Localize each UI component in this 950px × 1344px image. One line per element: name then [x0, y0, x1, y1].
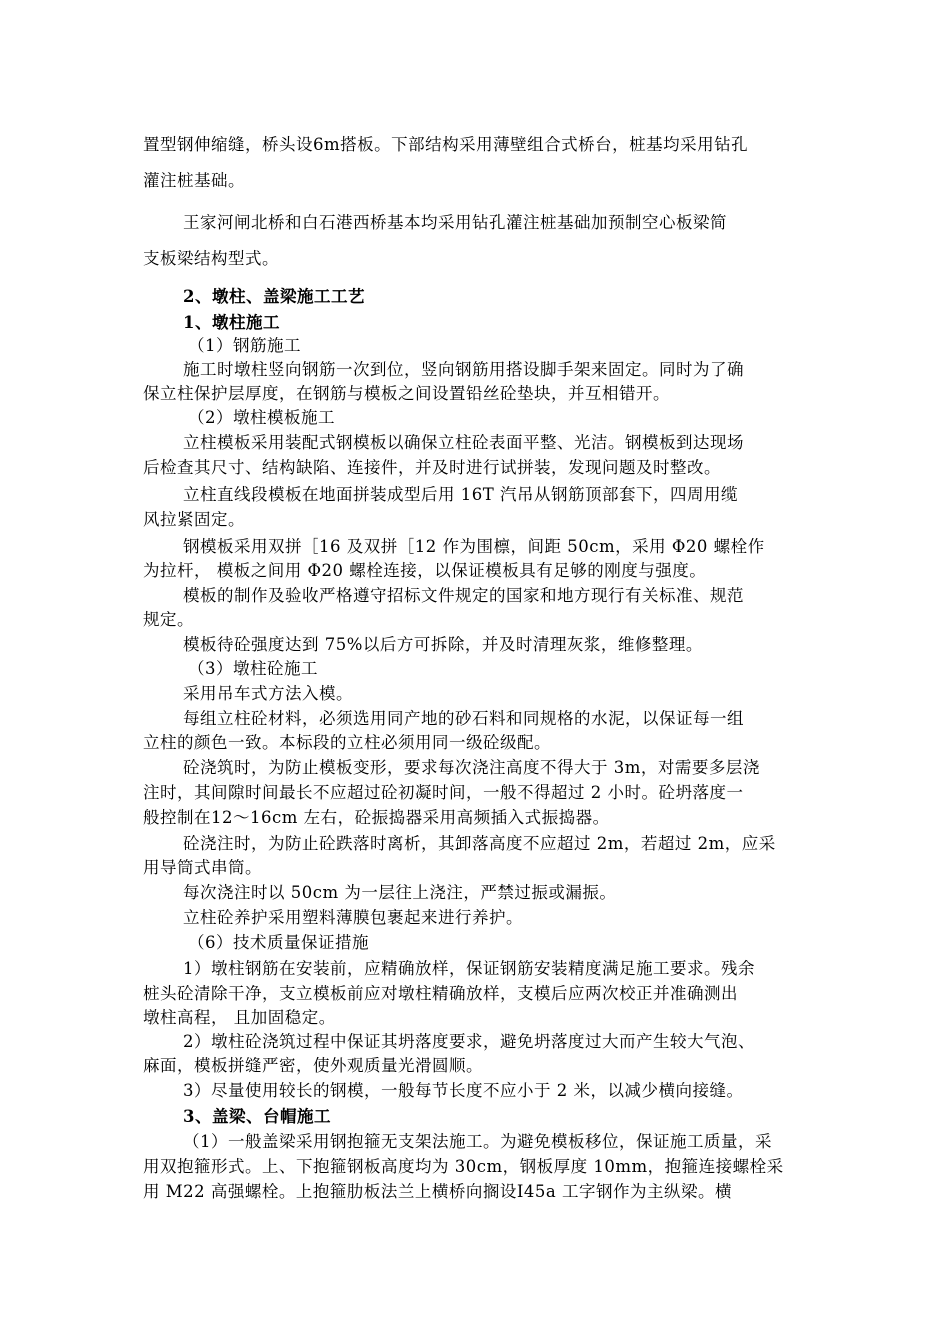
body-text-line: 注时，其间隙时间最长不应超过砼初凝时间，一般不得超过 2 小时。砼坍落度一	[143, 783, 744, 802]
body-text-line: 模板待砼强度达到 75%以后方可拆除，并及时清理灰浆，维修整理。	[183, 635, 703, 654]
body-text-line: 立柱模板采用装配式钢模板以确保立柱砼表面平整、光洁。钢模板到达现场	[183, 433, 744, 452]
body-text-line: 后检查其尺寸、结构缺陷、连接件，并及时进行试拼装，发现问题及时整改。	[143, 458, 721, 477]
item-heading: （6）技术质量保证措施	[188, 933, 369, 952]
body-text-line: 每组立柱砼材料，必须选用同产地的砂石料和同规格的水泥，以保证每一组	[183, 709, 744, 728]
body-text-line: 王家河闸北桥和白石港西桥基本均采用钻孔灌注桩基础加预制空心板梁简	[183, 213, 727, 232]
body-text-line: 般控制在12～16cm 左右，砼振捣器采用高频插入式振捣器。	[143, 808, 610, 827]
body-text-line: 麻面，模板拼缝严密，使外观质量光滑圆顺。	[143, 1056, 483, 1075]
body-text-line: 2）墩柱砼浇筑过程中保证其坍落度要求，避免坍落度过大而产生较大气泡、	[183, 1032, 755, 1051]
body-text-line: 保立柱保护层厚度，在钢筋与模板之间设置铅丝砼垫块，并互相错开。	[143, 384, 670, 403]
body-text-line: 规定。	[143, 610, 194, 629]
body-text-line: 模板的制作及验收严格遵守招标文件规定的国家和地方现行有关标准、规范	[183, 586, 744, 605]
item-heading: （1）钢筋施工	[188, 336, 301, 355]
section-heading: 2、墩柱、盖梁施工工艺	[183, 287, 365, 306]
body-text-line: 砼浇注时，为防止砼跌落时离析，其卸落高度不应超过 2m，若超过 2m，应采	[183, 834, 776, 853]
body-text-line: 用导筒式串筒。	[143, 858, 262, 877]
body-text-line: （1）一般盖梁采用钢抱箍无支架法施工。为避免模板移位，保证施工质量，采	[183, 1132, 772, 1151]
body-text-line: 立柱的颜色一致。本标段的立柱必须用同一级砼级配。	[143, 733, 551, 752]
body-text-line: 风拉紧固定。	[143, 510, 245, 529]
body-text-line: 支板梁结构型式。	[143, 249, 279, 268]
body-text-line: 墩柱高程， 且加固稳定。	[143, 1008, 336, 1027]
item-heading: （2）墩柱模板施工	[188, 408, 335, 427]
body-text-line: 立柱直线段模板在地面拼装成型后用 16T 汽吊从钢筋顶部套下，四周用缆	[183, 485, 738, 504]
body-text-line: 采用吊车式方法入模。	[183, 684, 353, 703]
body-text-line: 立柱砼养护采用塑料薄膜包裹起来进行养护。	[183, 908, 523, 927]
body-text-line: 施工时墩柱竖向钢筋一次到位，竖向钢筋用搭设脚手架来固定。同时为了确	[183, 360, 744, 379]
body-text-line: 灌注桩基础。	[143, 171, 245, 190]
body-text-line: 1）墩柱钢筋在安装前，应精确放样，保证钢筋安装精度满足施工要求。残余	[183, 959, 755, 978]
body-text-line: 桩头砼清除干净，支立模板前应对墩柱精确放样，支模后应两次校正并准确测出	[143, 984, 738, 1003]
subsection-heading: 1、墩柱施工	[183, 313, 280, 332]
body-text-line: 每次浇注时以 50cm 为一层往上浇注，严禁过振或漏振。	[183, 883, 617, 902]
body-text-line: 用 M22 高强螺栓。上抱箍肋板法兰上横桥向搁设Ⅰ45a 工字钢作为主纵梁。横	[143, 1182, 732, 1201]
body-text-line: 置型钢伸缩缝，桥头设6m搭板。下部结构采用薄壁组合式桥台，桩基均采用钻孔	[143, 135, 749, 154]
body-text-line: 用双抱箍形式。上、下抱箍钢板高度均为 30cm，钢板厚度 10mm，抱箍连接螺栓采	[143, 1157, 784, 1176]
body-text-line: 砼浇筑时，为防止模板变形，要求每次浇注高度不得大于 3m，对需要多层浇	[183, 758, 760, 777]
body-text-line: 3）尽量使用较长的钢模，一般每节长度不应小于 2 米，以减少横向接缝。	[183, 1081, 744, 1100]
subsection-heading: 3、盖梁、台帽施工	[183, 1107, 331, 1126]
body-text-line: 钢模板采用双拼［16 及双拼［12 作为围檩，间距 50cm，采用 Φ20 螺栓作	[183, 537, 765, 556]
item-heading: （3）墩柱砼施工	[188, 659, 318, 678]
body-text-line: 为拉杆， 模板之间用 Φ20 螺栓连接，以保证模板具有足够的刚度与强度。	[143, 561, 707, 580]
